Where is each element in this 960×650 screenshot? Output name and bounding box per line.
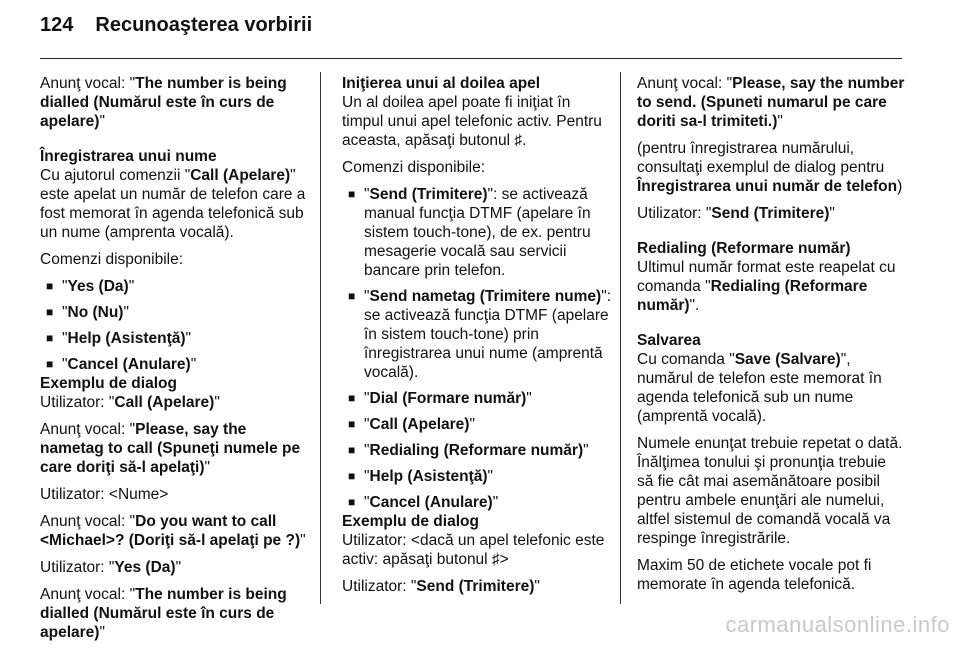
dialog-line: Anunţ vocal: "The number is being dialled (Numărul este în curs de apelare)": [40, 586, 287, 641]
max-voice-tags-note: Maxim 50 de etichete vocale pot fi memorate în agenda telefonică.: [637, 557, 872, 593]
dialog-line: Utilizator: "Yes (Da)": [40, 559, 182, 576]
heading-dialog-example: Exemplu de dialog: [342, 513, 479, 530]
dialog-line: Utilizator: "Call (Apelare)": [40, 394, 220, 411]
call-description: Cu ajutorul comenzii "Call (Apelare)" este apelat un număr de telefon care a fost memorat în agenda telefonică sub un nume (amprenta vocală).: [40, 167, 306, 241]
commands-label: Comenzi disponibile:: [342, 159, 486, 176]
dialog-line: Anunţ vocal: "Do you want to call <Michael>? (Doriţi să-l apelaţi pe ?)": [40, 513, 306, 549]
header-rule: [40, 58, 902, 59]
voice-prompt-dialling: Anunţ vocal: "The number is being dialled (Numărul este în curs de apelare)": [40, 75, 287, 130]
column-1: [40, 74, 308, 650]
list-item: ■ "Send (Trimitere)": se activează manual funcţia DTMF (apelare în sistem touch-tone), de ex. pentru mesagerie vocală sau servicii bancare prin telefon.: [348, 186, 591, 279]
heading-record-name: Înregistrarea unui nume: [40, 148, 217, 165]
bullet-icon: ■: [348, 391, 356, 405]
dialog-line: Utilizator: "Send (Trimitere)": [342, 578, 540, 595]
dialog-line: Utilizator: <dacă un apel telefonic este activ: apăsaţi butonul ♯>: [342, 532, 605, 568]
reference-note: (pentru înregistrarea numărului, consultaţi exemplul de dialog pentru Înregistrarea unui număr de telefon): [637, 140, 903, 195]
list-item: ■ "Yes (Da)": [46, 278, 135, 295]
bullet-icon: ■: [348, 495, 356, 509]
list-item: ■ "Redialing (Reformare număr)": [348, 442, 589, 459]
redial-description: Ultimul număr format este reapelat cu comanda "Redialing (Reformare număr)".: [637, 259, 896, 314]
column-3: [637, 74, 905, 602]
heading-second-call: Iniţierea unui al doilea apel: [342, 75, 541, 92]
list-item: ■ "No (Nu)": [46, 304, 129, 321]
bullet-icon: ■: [46, 305, 54, 319]
commands-list: [342, 185, 612, 512]
dialog-line: Anunţ vocal: "Please, say the nametag to call (Spuneţi numele pe care doriţi să-l apelaţi)": [40, 421, 301, 476]
watermark: carmanualsonline.info: [725, 612, 950, 637]
dialog-line: Utilizator: <Nume>: [40, 486, 169, 503]
bullet-icon: ■: [348, 443, 356, 457]
list-item: ■ "Help (Asistenţă)": [348, 468, 494, 485]
repeat-name-note: Numele enunţat trebuie repetat o dată. Înălţimea tonului şi pronunţia trebuie să fie cât mai asemănătoare posibil pentru ambele enunţări ale numelui, altfel sistemul de comandă vocală va respinge înregistrările.: [637, 435, 903, 547]
dialog-line: Utilizator: "Send (Trimitere)": [637, 205, 835, 222]
bullet-icon: ■: [348, 289, 356, 303]
column-divider-2: [620, 72, 621, 604]
page-number: 124: [40, 14, 74, 36]
list-item: ■ "Dial (Formare număr)": [348, 390, 532, 407]
page-title: Recunoaşterea vorbirii: [95, 14, 313, 36]
page-header: [40, 14, 312, 37]
list-item: ■ "Cancel (Anulare)": [46, 356, 197, 373]
heading-redialing: Redialing (Reformare număr): [637, 240, 851, 257]
bullet-icon: ■: [348, 417, 356, 431]
heading-save: Salvarea: [637, 332, 701, 349]
save-description: Cu comanda "Save (Salvare)", numărul de telefon este memorat în agenda telefonică sub un nume (amprentă vocală).: [637, 351, 882, 425]
second-call-description: Un al doilea apel poate fi iniţiat în timpul unui apel telefonic activ. Pentru aceasta, apăsaţi butonul ♯.: [342, 94, 602, 149]
voice-prompt-send-number: Anunţ vocal: "Please, say the number to send. (Spuneti numarul pe care doriti sa-l trimiteti.)": [637, 75, 905, 130]
list-item: ■ "Cancel (Anulare)": [348, 494, 499, 511]
list-item: ■ "Call (Apelare)": [348, 416, 475, 433]
commands-label: Comenzi disponibile:: [40, 251, 184, 268]
bullet-icon: ■: [46, 331, 54, 345]
bullet-icon: ■: [46, 357, 54, 371]
list-item: ■ "Send nametag (Trimitere nume)": se activează funcţia DTMF (apelare în sistem touch-tone) prin înregistrarea unui nume (amprentă vocală).: [348, 288, 612, 381]
column-2: [342, 74, 612, 604]
list-item: ■ "Help (Asistenţă)": [46, 330, 192, 347]
bullet-icon: ■: [46, 279, 54, 293]
commands-list: [40, 277, 308, 374]
bullet-icon: ■: [348, 469, 356, 483]
heading-dialog-example: Exemplu de dialog: [40, 375, 177, 392]
column-divider-1: [320, 72, 321, 604]
bullet-icon: ■: [348, 187, 356, 201]
